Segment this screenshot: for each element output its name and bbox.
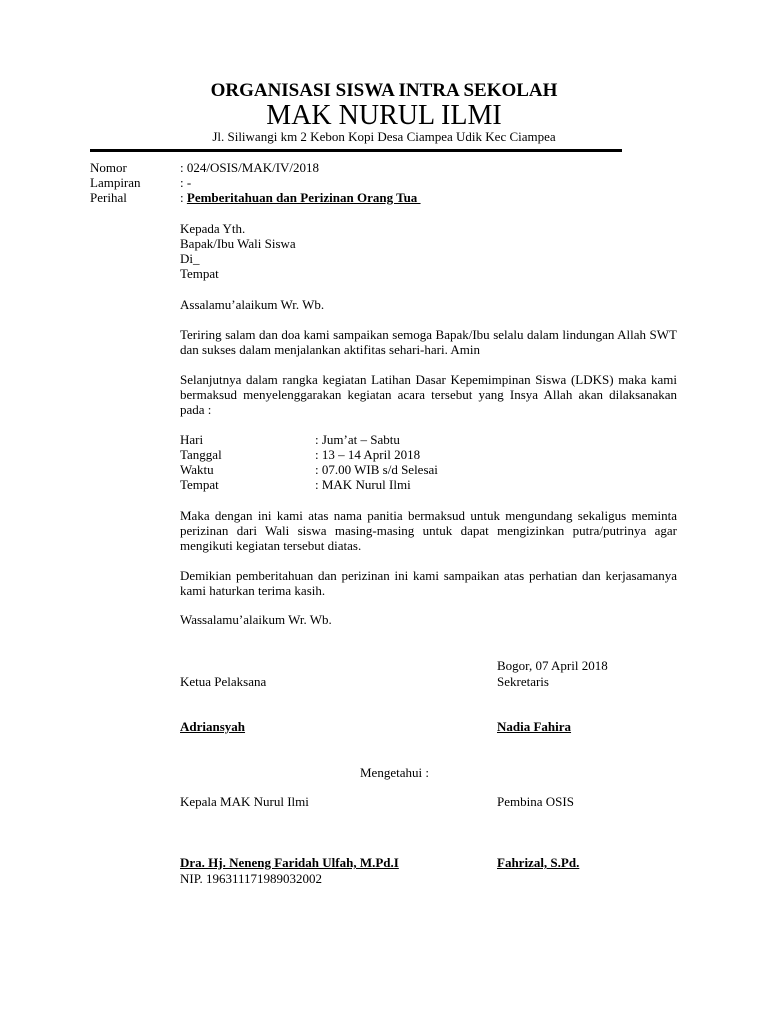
hari-label: Hari bbox=[180, 432, 204, 447]
waktu-label: Waktu bbox=[180, 462, 214, 477]
tempat-value: : MAK Nurul Ilmi bbox=[315, 477, 411, 492]
lampiran-label: Lampiran bbox=[90, 175, 141, 190]
waktu-value: : 07.00 WIB s/d Selesai bbox=[315, 462, 438, 477]
tanggal-label: Tanggal bbox=[180, 447, 222, 462]
right-signer-title: Sekretaris bbox=[497, 674, 549, 689]
left-signer-name: Adriansyah bbox=[180, 719, 246, 734]
paragraph-3: Maka dengan ini kami atas nama panitia bermaksud untuk mengundang sekaligus meminta perizinan dari Wali siswa masing-masing untuk dapat mengizinkan putra/putrinya agar mengikuti kegiatan tersebut diatas. bbox=[180, 508, 677, 553]
nomor-value: : 024/OSIS/MAK/IV/2018 bbox=[180, 160, 320, 175]
perihal-value: Pemberitahuan dan Perizinan Orang Tua bbox=[186, 190, 421, 205]
lampiran-value: : - bbox=[180, 175, 192, 190]
tempat-label: Tempat bbox=[180, 477, 219, 492]
right-signer-name: Nadia Fahira bbox=[497, 719, 572, 734]
tanggal-value: : 13 – 14 April 2018 bbox=[315, 447, 421, 462]
recipient-line-2: Bapak/Ibu Wali Siswa bbox=[180, 236, 296, 251]
school-address: Jl. Siliwangi km 2 Kebon Kopi Desa Ciampea Udik Kec Ciampea bbox=[212, 129, 556, 144]
left-signer-title: Ketua Pelaksana bbox=[180, 674, 267, 689]
place-date: Bogor, 07 April 2018 bbox=[497, 658, 608, 673]
recipient-line-4: Tempat bbox=[180, 266, 219, 281]
closing: Wassalamu’alaikum Wr. Wb. bbox=[180, 612, 332, 627]
perihal-label: Perihal bbox=[90, 190, 127, 205]
paragraph-1: Teriring salam dan doa kami sampaikan semoga Bapak/Ibu selalu dalam lindungan Allah SWT dan sukses dalam menjalankan aktifitas sehari-hari. Amin bbox=[180, 327, 677, 357]
recipient-line-1: Kepada Yth. bbox=[180, 221, 246, 236]
head-name: Dra. Hj. Neneng Faridah Ulfah, M.Pd.I bbox=[180, 855, 399, 870]
perihal-value-line bbox=[180, 190, 421, 205]
advisor-title: Pembina OSIS bbox=[497, 794, 574, 809]
organization-name: ORGANISASI SISWA INTRA SEKOLAH bbox=[210, 80, 558, 101]
greeting: Assalamu’alaikum Wr. Wb. bbox=[180, 297, 325, 312]
letterhead-divider bbox=[90, 149, 622, 152]
advisor-name: Fahrizal, S.Pd. bbox=[497, 855, 580, 870]
recipient-line-3: Di_ bbox=[180, 251, 200, 266]
head-title: Kepala MAK Nurul Ilmi bbox=[180, 794, 309, 809]
head-nip: NIP. 196311171989032002 bbox=[180, 871, 323, 886]
acknowledged-label: Mengetahui : bbox=[360, 765, 429, 780]
perihal-colon: : bbox=[180, 190, 187, 205]
school-name: MAK NURUL ILMI bbox=[266, 100, 502, 131]
hari-value: : Jum’at – Sabtu bbox=[315, 432, 400, 447]
paragraph-4: Demikian pemberitahuan dan perizinan ini kami sampaikan atas perhatian dan kerjasamanya kami haturkan terima kasih. bbox=[180, 568, 677, 598]
nomor-label: Nomor bbox=[90, 160, 127, 175]
paragraph-2: Selanjutnya dalam rangka kegiatan Latihan Dasar Kepemimpinan Siswa (LDKS) maka kami bermaksud menyelenggarakan kegiatan acara tersebut yang Insya Allah akan dilaksanakan pada : bbox=[180, 372, 677, 417]
